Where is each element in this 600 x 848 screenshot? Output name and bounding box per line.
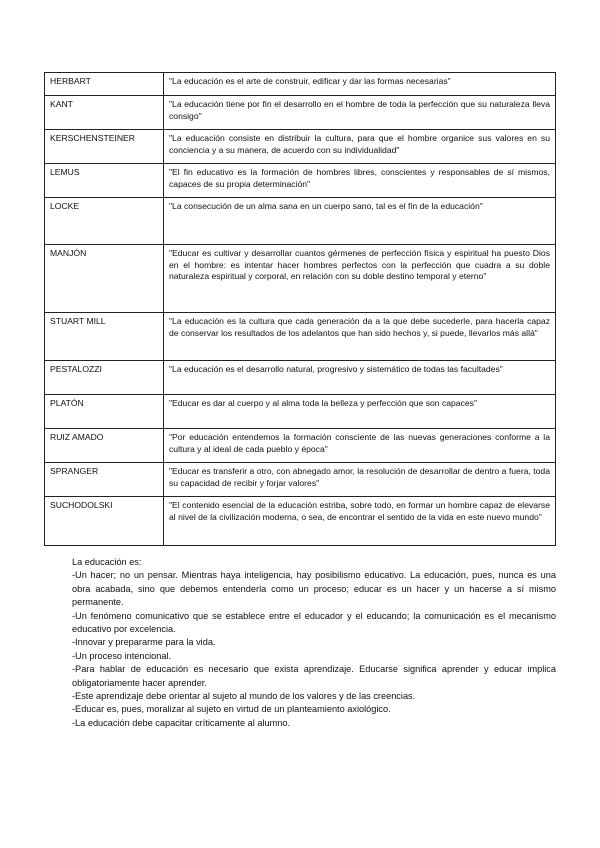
quote-cell: "La educación consiste en distribuir la cultura, para que el hombre organice sus valores en su conciencia y a su manera, de acuerdo con su individualidad" (164, 130, 556, 164)
table-row (45, 164, 556, 198)
note-item: -Un hacer; no un pensar. Mientras haya inteligencia, hay posibilismo educativo. La educación, pues, nunca es una obra acabada, sino que debemos entenderla como un proceso; educar es un hacer y un hacerse a sí mismo permanente. (72, 570, 556, 608)
quote-cell: "La educación es el desarrollo natural, progresivo y sistemático de todas las facultades" (164, 361, 556, 395)
table-row (45, 395, 556, 429)
table-row (45, 96, 556, 130)
quote-cell: "Educar es transferir a otro, con abnegado amor, la resolución de desarrollar de dentro a fuera, toda su capacidad de recibir y forjar valores" (164, 463, 556, 497)
quote-cell: "Educar es cultivar y desarrollar cuantos gérmenes de perfección física y espiritual ha puesto Dios en el hombre: es intentar hacer hombres perfectos con la perfección que cuadra a su doble naturaleza espiritual y corporal, en relación con su doble destino temporal y eterno" (164, 245, 556, 313)
quote-cell: "La educación es el arte de construir, edificar y dar las formas necesarias" (164, 73, 556, 96)
quote-cell: "La consecución de un alma sana en un cuerpo sano, tal es el fin de la educación" (164, 198, 556, 245)
note-item: -Este aprendizaje debe orientar al sujeto al mundo de los valores y de las creencias. (72, 691, 416, 702)
note-item: -Educar es, pues, moralizar al sujeto en virtud de un planteamiento axiológico. (72, 704, 391, 715)
quote-cell: "Por educación entendemos la formación consciente de las nuevas generaciones conforme a la cultura y al ideal de cada pueblo y época" (164, 429, 556, 463)
note-item: -Innovar y prepararme para la vida. (72, 637, 216, 648)
table-row (45, 313, 556, 361)
author-cell: PLATÓN (45, 395, 164, 429)
table-row (45, 245, 556, 313)
quote-cell: "La educación tiene por fin el desarrollo en el hombre de toda la perfección que su naturaleza lleva consigo" (164, 96, 556, 130)
definitions-table (44, 72, 556, 546)
author-cell: SUCHODOLSKI (45, 497, 164, 546)
author-cell: LOCKE (45, 198, 164, 245)
quote-cell: "Educar es dar al cuerpo y al alma toda la belleza y perfección que son capaces" (164, 395, 556, 429)
author-cell: PESTALOZZI (45, 361, 164, 395)
author-cell: HERBART (45, 73, 164, 96)
note-item: -Un proceso intencional. (72, 650, 172, 661)
table-row (45, 463, 556, 497)
author-cell: KERSCHENSTEINER (45, 130, 164, 164)
table-row (45, 497, 556, 546)
note-item: -Un fenómeno comunicativo que se establece entre el educador y el educando; la comunicación es el mecanismo educativo por excelencia. (72, 610, 556, 635)
author-cell: STUART MILL (45, 313, 164, 361)
quote-cell: "La educación es la cultura que cada generación da a la que debe sucederle, para hacerla capaz de conservar los resultados de los adelantos que han sido hechos y, si puede, llevarlos más allá" (164, 313, 556, 361)
author-cell: RUIZ AMADO (45, 429, 164, 463)
author-cell: MANJÓN (45, 245, 164, 313)
table-row (45, 130, 556, 164)
notes-section (72, 556, 556, 730)
quote-cell: "El fin educativo es la formación de hombres libres, conscientes y responsables de sí mismos, capaces de su propia determinación" (164, 164, 556, 198)
quote-cell: "El contenido esencial de la educación estriba, sobre todo, en formar un hombre capaz de elevarse al nivel de la civilización moderna, o sea, de encontrar el sentido de la vida en este nuevo mundo" (164, 497, 556, 546)
note-item: -La educación debe capacitar críticamente al alumno. (72, 717, 291, 728)
author-cell: KANT (45, 96, 164, 130)
notes-heading: La educación es: (72, 557, 142, 567)
author-cell: SPRANGER (45, 463, 164, 497)
note-item: -Para hablar de educación es necesario que exista aprendizaje. Educarse significa aprender y educar implica obligatoriamente hacer aprender. (72, 664, 556, 688)
table-row (45, 361, 556, 395)
table-row (45, 429, 556, 463)
table-row (45, 73, 556, 96)
author-cell: LEMUS (45, 164, 164, 198)
table-row (45, 198, 556, 245)
